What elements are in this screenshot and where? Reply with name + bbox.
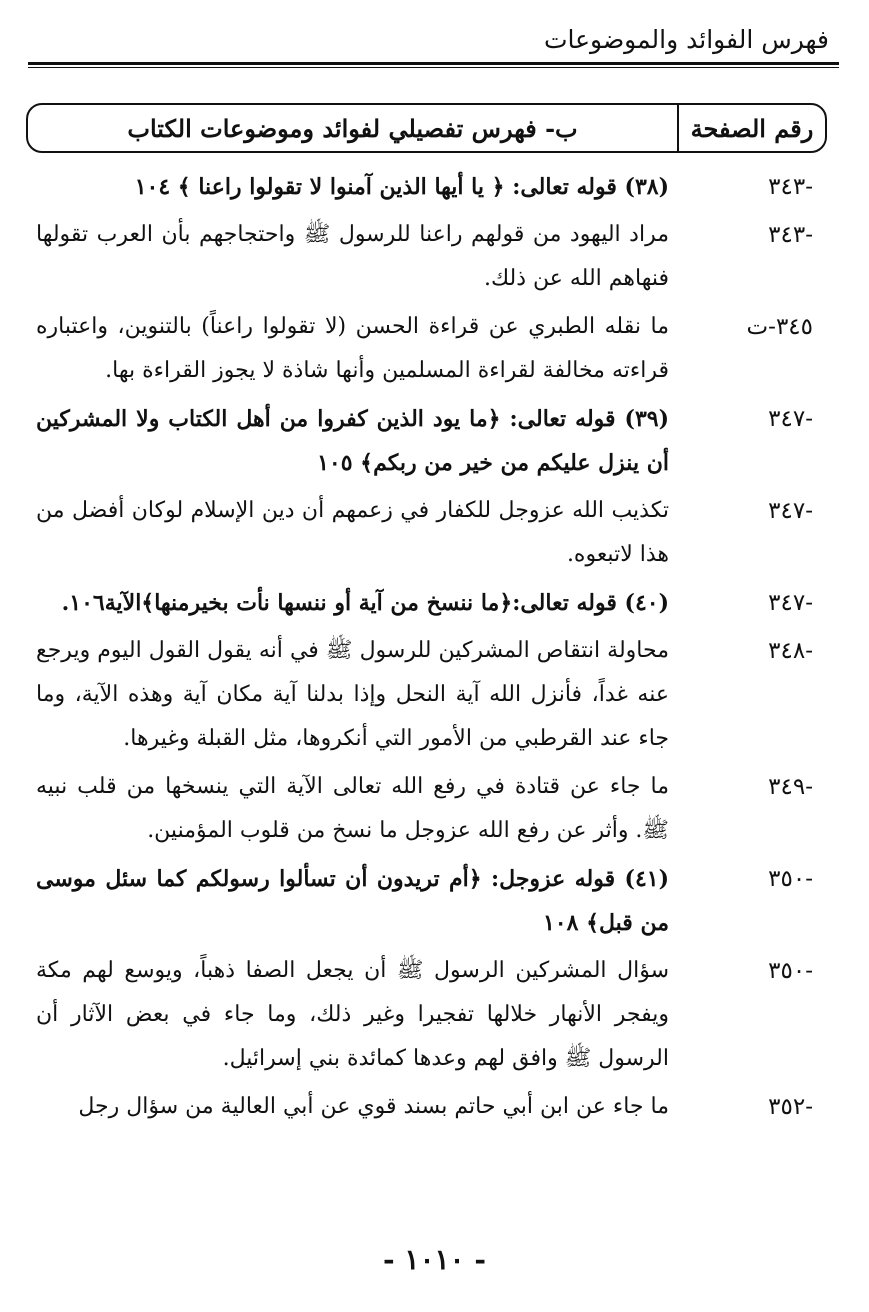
index-entry [36, 397, 819, 485]
page-column-heading: رقم الصفحة [677, 105, 825, 151]
topic-column-heading: ب- فهرس تفصيلي لفوائد وموضوعات الكتاب [127, 113, 578, 143]
entry-text: سؤال المشركين الرسول ﷺ أن يجعل الصفا ذهباً، ويوسع لهم مكة ويفجر الأنهار خلالها تفجيرا وغير ذلك، وما جاء في بعض الآثار أن الرسول ﷺ وافق لهم وعدها كمائدة بني إسرائيل. [36, 958, 669, 1071]
entry-text: ما نقله الطبري عن قراءة الحسن (لا تقولوا راعناً) بالتنوين، واعتباره قراءته مخالفة لقراءة المسلمين وأنها شاذة لا يجوز القراءة بها. [36, 314, 669, 383]
page-number: - ١٠١٠ - [383, 1243, 486, 1276]
index-entry [36, 857, 819, 945]
entry-page-number: -٣٤٧ [768, 406, 813, 432]
entry-text: ما جاء عن قتادة في رفع الله تعالى الآية التي ينسخها من قلب نبيه ﷺ. وأثر عن رفع الله عزوجل ما نسخ من قلوب المؤمنين. [36, 774, 669, 843]
index-entries [36, 165, 819, 1129]
header-rule [28, 62, 839, 68]
entry-page-number: -٣٤٩ [768, 774, 813, 800]
entry-page-number: -٣٥٠ [768, 958, 813, 984]
entry-text: (٣٩) قوله تعالى: ﴿ما يود الذين كفروا من أهل الكتاب ولا المشركين أن ينزل عليكم من خير من ربكم﴾ ١٠٥ [36, 406, 669, 476]
index-entry [36, 165, 819, 209]
index-entry [36, 629, 819, 761]
entry-text: (٤٠) قوله تعالى:﴿ما ننسخ من آية أو ننسها نأت بخيرمنها﴾الآية١٠٦. [61, 590, 669, 616]
entry-text: (٣٨) قوله تعالى: ﴿ يا أيها الذين آمنوا لا تقولوا راعنا ﴾ ١٠٤ [134, 174, 669, 200]
entry-page-number: -٣٤٣ [768, 174, 813, 200]
entry-text: محاولة انتقاص المشركين للرسول ﷺ في أنه يقول القول اليوم ويرجع عنه غداً، فأنزل الله آية النحل وإذا بدلنا آية مكان آية وهذه الآية، وما جاء عند القرطبي من الأمور التي أنكروها، مثل القبلة وغيرها. [36, 638, 669, 751]
entry-text: ما جاء عن ابن أبي حاتم بسند قوي عن أبي العالية من سؤال رجل [78, 1094, 669, 1119]
index-entry [36, 305, 819, 393]
index-table-header [26, 103, 827, 153]
entry-page-number: -٣٥٠ [768, 866, 813, 892]
index-entry [36, 1085, 819, 1129]
entry-page-number: -٣٤٧ [768, 590, 813, 616]
entry-page-number: ٣٤٥-ت [746, 314, 813, 340]
entry-page-number: -٣٤٧ [768, 498, 813, 524]
entry-text: تكذيب الله عزوجل للكفار في زعمهم أن دين الإسلام لوكان أفضل من هذا لاتبعوه. [36, 498, 669, 567]
entry-text: (٤١) قوله عزوجل: ﴿أم تريدون أن تسألوا رسولكم كما سئل موسى من قبل﴾ ١٠٨ [36, 866, 669, 936]
entry-page-number: -٣٥٢ [768, 1094, 813, 1120]
entry-text: مراد اليهود من قولهم راعنا للرسول ﷺ واحتجاجهم بأن العرب تقولها فنهاهم الله عن ذلك. [36, 222, 669, 291]
index-entry [36, 949, 819, 1081]
entry-page-number: -٣٤٣ [768, 222, 813, 248]
index-entry [36, 581, 819, 625]
index-entry [36, 765, 819, 853]
index-entry [36, 489, 819, 577]
entry-page-number: -٣٤٨ [768, 638, 813, 664]
running-header-title: فهرس الفوائد والموضوعات [543, 25, 829, 54]
index-entry [36, 213, 819, 301]
